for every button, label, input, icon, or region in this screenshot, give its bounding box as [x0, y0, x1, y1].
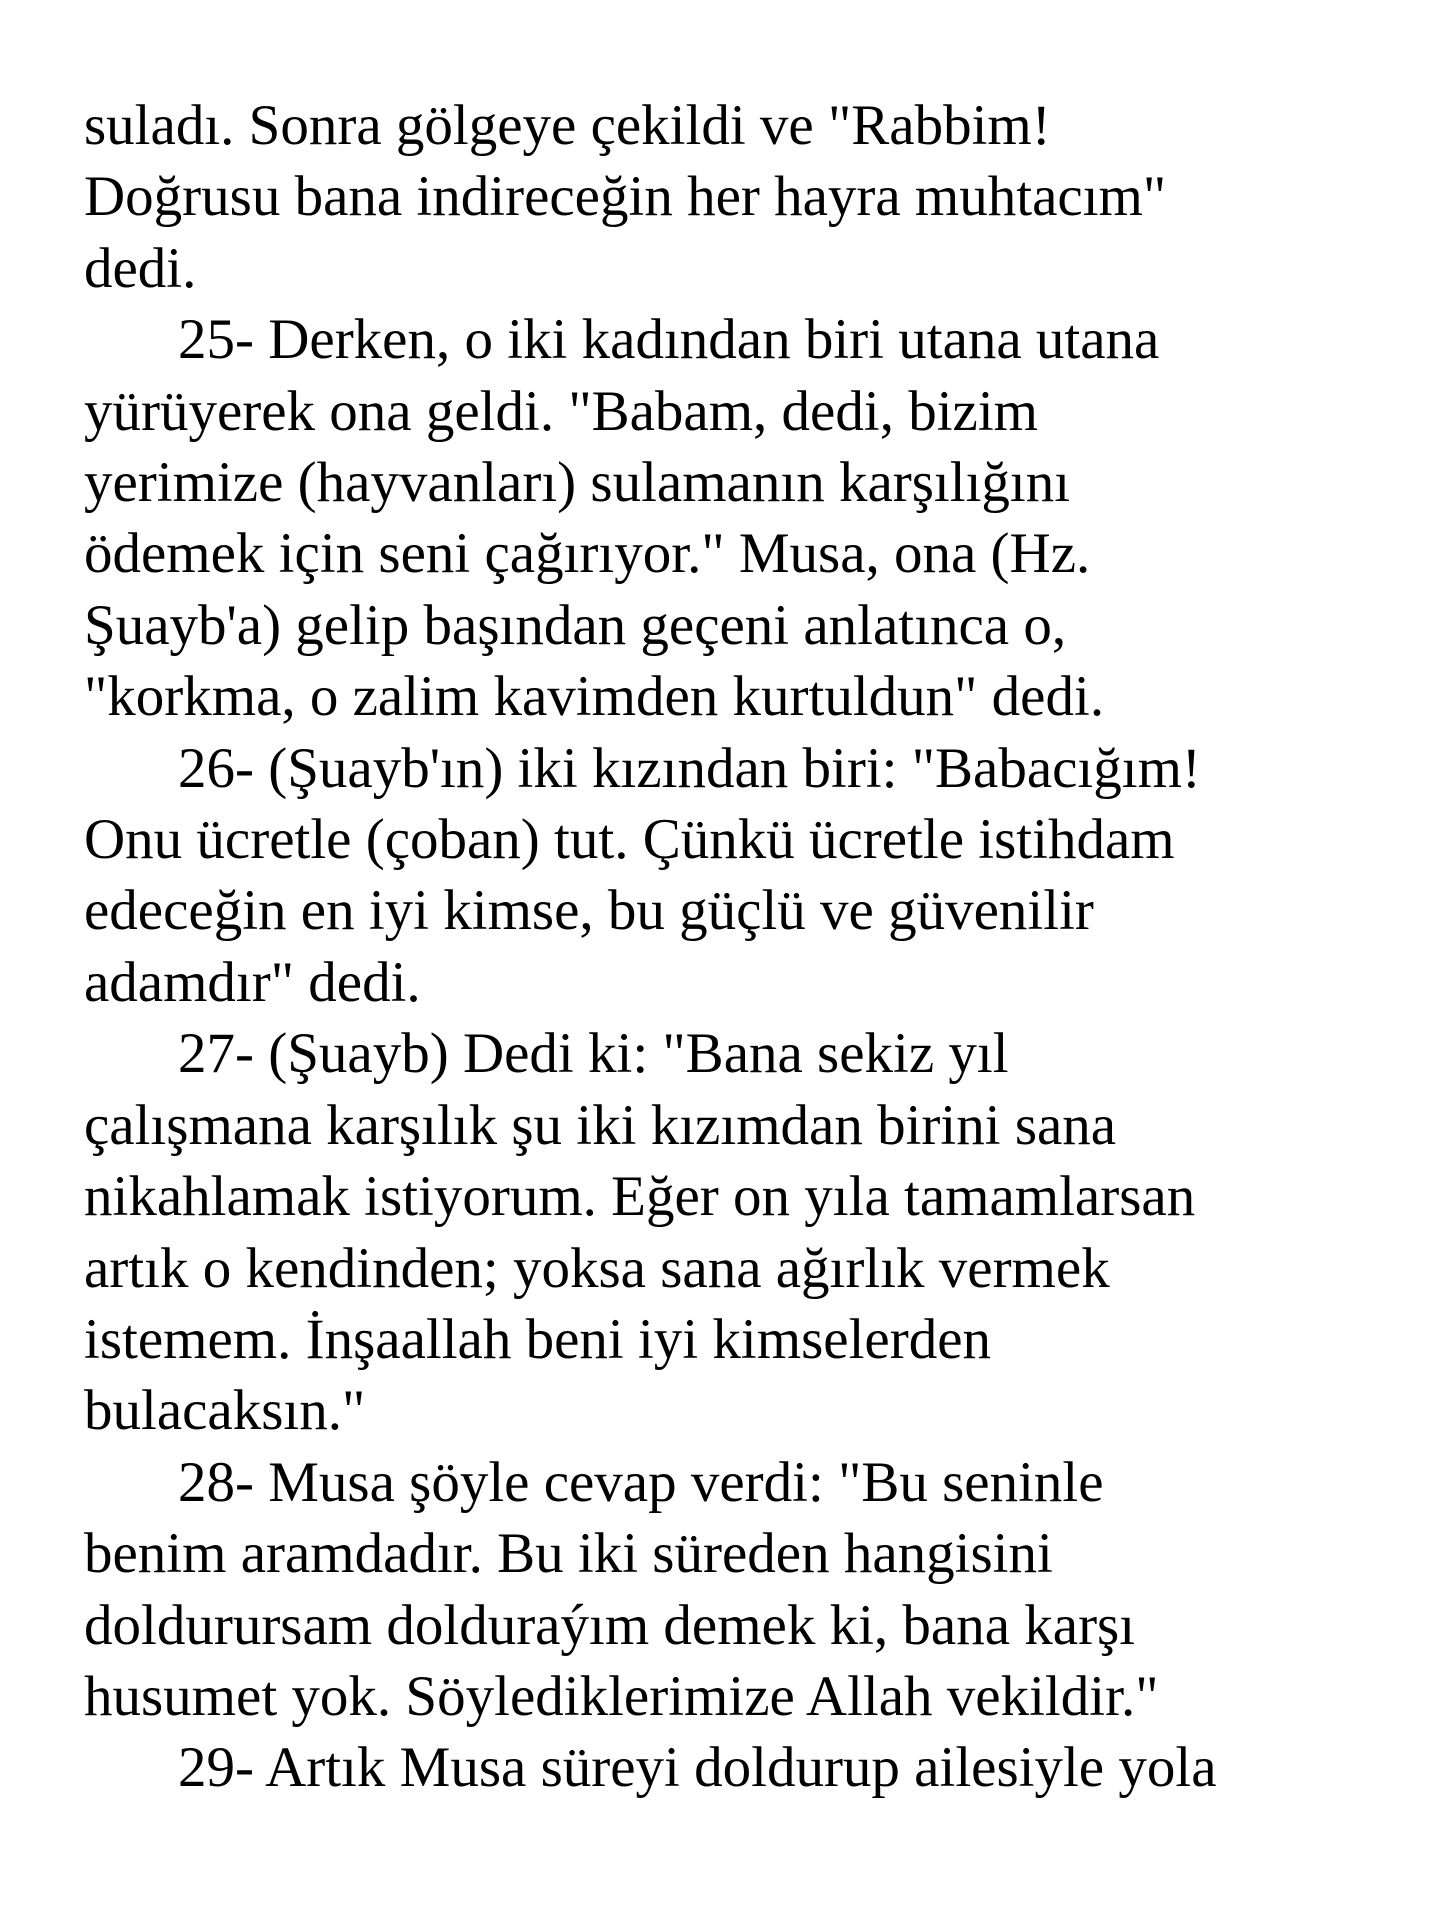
text-line-8: Şuayb'a) gelip başından geçeni anlatınca o, [84, 593, 1067, 657]
text-line-6: yerimize (hayvanları) sulamanın karşılığını [84, 451, 1071, 515]
text-line-15: çalışmana karşılık şu iki kızımdan birini sana [84, 1093, 1117, 1157]
verse-27-start: 27- (Şuayb) Dedi ki: "Bana sekiz yıl [178, 1022, 1009, 1086]
text-line-21: benim aramdadır. Bu iki süreden hangisini [84, 1522, 1053, 1586]
text-line-23: husumet yok. Söylediklerimize Allah vekildir." [84, 1664, 1159, 1728]
text-line-22: doldurursam dolduraýım demek ki, bana karşı [84, 1593, 1136, 1657]
text-line-16: nikahlamak istiyorum. Eğer on yıla tamamlarsan [84, 1165, 1196, 1229]
verse-26-start: 26- (Şuayb'ın) iki kızından biri: "Babacığım! [178, 736, 1201, 800]
text-line-5: yürüyerek ona geldi. "Babam, dedi, bizim [84, 379, 1038, 443]
document-page [84, 90, 1384, 1804]
text-line-11: Onu ücretle (çoban) tut. Çünkü ücretle istihdam [84, 808, 1175, 872]
text-line-18: istemem. İnşaallah beni iyi kimselerden [84, 1307, 991, 1371]
verse-25-start: 25- Derken, o iki kadından biri utana utana [178, 308, 1160, 372]
text-line-13: adamdır" dedi. [84, 950, 421, 1014]
text-line-3: dedi. [84, 236, 197, 300]
verse-29-start: 29- Artık Musa süreyi doldurup ailesiyle yola [178, 1736, 1217, 1800]
text-line-7: ödemek için seni çağırıyor." Musa, ona (Hz. [84, 522, 1091, 586]
text-line-9: "korkma, o zalim kavimden kurtuldun" dedi. [84, 665, 1105, 729]
text-line-2: Doğrusu bana indireceğin her hayra muhtacım" [84, 165, 1167, 229]
text-line-1: suladı. Sonra gölgeye çekildi ve "Rabbim! [84, 94, 1051, 157]
text-line-17: artık o kendinden; yoksa sana ağırlık vermek [84, 1236, 1110, 1300]
text-line-12: edeceğin en iyi kimse, bu güçlü ve güvenilir [84, 879, 1094, 943]
verse-28-start: 28- Musa şöyle cevap verdi: "Bu seninle [178, 1450, 1104, 1514]
text-line-19: bulacaksın." [84, 1379, 366, 1443]
